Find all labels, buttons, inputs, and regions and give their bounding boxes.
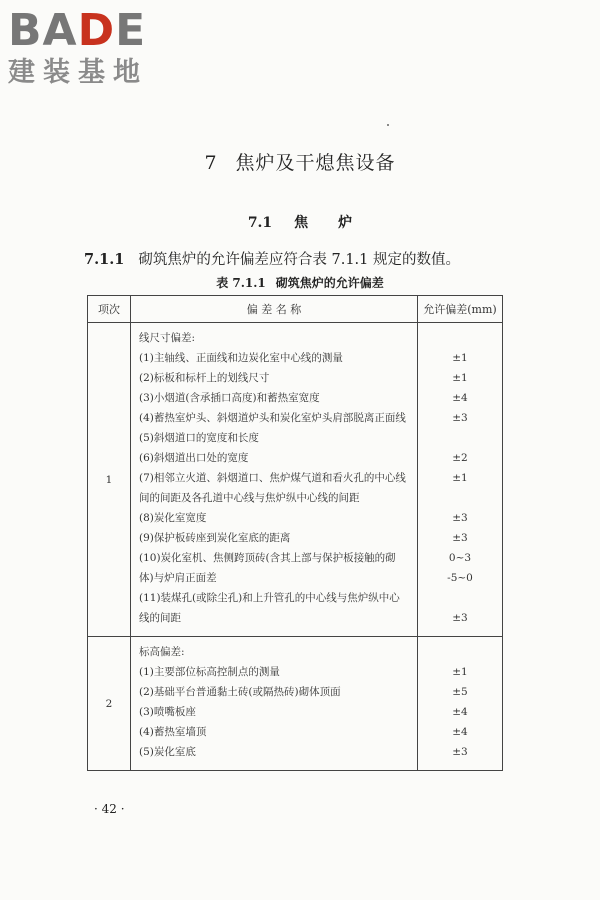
tolerance-value: ±1	[452, 666, 468, 678]
deviation-line: (10)炭化室机、焦侧跨顶砖(含其上部与保护板接触的砌体)与炉肩正面差	[139, 552, 396, 584]
tolerance-value: ±2	[452, 452, 468, 464]
deviation-line: (6)斜烟道出口处的宽度	[139, 452, 249, 464]
tolerance-spacer	[418, 588, 502, 608]
chapter-title: 焦炉及干熄焦设备	[235, 152, 396, 174]
table-row	[88, 323, 503, 637]
group-heading: 标高偏差:	[139, 646, 185, 658]
tolerance-value: ±4	[452, 706, 468, 718]
row-tolerances	[418, 637, 503, 771]
row-description	[131, 323, 418, 637]
deviation-line: (4)蓄热室炉头、斜烟道炉头和炭化室炉头肩部脱离正面线	[139, 412, 406, 424]
tolerance-value: 0~3	[448, 552, 472, 564]
table-header-row	[88, 296, 503, 323]
logo-part-d: D	[77, 5, 116, 56]
tolerance-spacer	[418, 428, 502, 448]
row-item-number: 2	[88, 637, 131, 771]
table-caption-number: 表 7.1.1	[216, 276, 266, 290]
deviation-line: (3)喷嘴板座	[139, 706, 196, 718]
tolerance-value: ±4	[452, 726, 468, 738]
tolerance-value: ±3	[452, 412, 468, 424]
deviation-line: (1)主要部位标高控制点的测量	[139, 666, 280, 678]
header-deviation: 偏 差 名 称	[131, 296, 418, 323]
logo-part-e: E	[115, 5, 147, 56]
clause-number: 7.1.1	[84, 251, 125, 268]
deviation-line: (2)标板和标杆上的划线尺寸	[139, 372, 270, 384]
table-row	[88, 637, 503, 771]
logo-part-ba: BA	[8, 5, 78, 56]
tolerance-spacer	[418, 488, 502, 508]
tolerance-value: ±5	[452, 686, 468, 698]
tolerance-value: -5~0	[447, 572, 473, 584]
tolerance-value: ±1	[452, 372, 468, 384]
row-tolerances	[418, 323, 503, 637]
deviation-line: (4)蓄热室墙顶	[139, 726, 207, 738]
section-title-part1: 焦	[294, 215, 309, 231]
chapter-heading	[0, 148, 600, 175]
deviation-line: (9)保护板砖座到炭化室底的距离	[139, 532, 291, 544]
tolerance-spacer	[418, 328, 502, 348]
deviation-line: (8)炭化室宽度	[139, 512, 207, 524]
page-number: · 42 ·	[94, 802, 125, 816]
table-caption-title: 砌筑焦炉的允许偏差	[275, 276, 384, 290]
tolerance-value: ±1	[452, 352, 468, 364]
deviation-line: (5)斜烟道口的宽度和长度	[139, 432, 259, 444]
tolerance-value: ±1	[452, 472, 468, 484]
section-title-part2: 炉	[338, 215, 353, 231]
header-tolerance: 允许偏差(mm)	[418, 296, 503, 323]
tolerance-value: ±3	[452, 612, 468, 624]
tolerance-spacer	[418, 642, 502, 662]
logo-subtitle: 建装基地	[8, 57, 148, 88]
clause-text: 砌筑焦炉的允许偏差应符合表 7.1.1 规定的数值。	[138, 252, 460, 268]
table-caption	[0, 274, 600, 291]
deviation-line: (2)基础平台普通黏土砖(或隔热砖)砌体顶面	[139, 686, 341, 698]
clause-paragraph	[84, 248, 460, 269]
tolerance-value: ±3	[452, 512, 468, 524]
tolerance-value: ±3	[452, 532, 468, 544]
deviation-line: (7)相邻立火道、斜烟道口、焦炉煤气道和看火孔的中心线间的间距及各孔道中心线与焦炉纵中心线的间距	[139, 472, 406, 504]
section-heading	[0, 212, 600, 232]
header-item: 项次	[88, 296, 131, 323]
row-description	[131, 637, 418, 771]
chapter-number: 7	[204, 152, 218, 174]
deviation-line: (5)炭化室底	[139, 746, 196, 758]
deviation-line: (1)主轴线、正面线和边炭化室中心线的测量	[139, 352, 343, 364]
tolerance-table	[87, 295, 503, 771]
group-heading: 线尺寸偏差:	[139, 332, 196, 344]
bade-logo	[8, 6, 188, 90]
tolerance-value: ±3	[452, 746, 468, 758]
tolerance-value: ±4	[452, 392, 468, 404]
section-number: 7.1	[247, 215, 273, 231]
deviation-line: (11)装煤孔(或除尘孔)和上升管孔的中心线与焦炉纵中心线的间距	[139, 592, 400, 624]
row-item-number: 1	[88, 323, 131, 637]
logo-wordmark	[8, 6, 188, 56]
deviation-line: (3)小烟道(含承插口高度)和蓄热室宽度	[139, 392, 320, 404]
scan-speck	[387, 124, 389, 126]
